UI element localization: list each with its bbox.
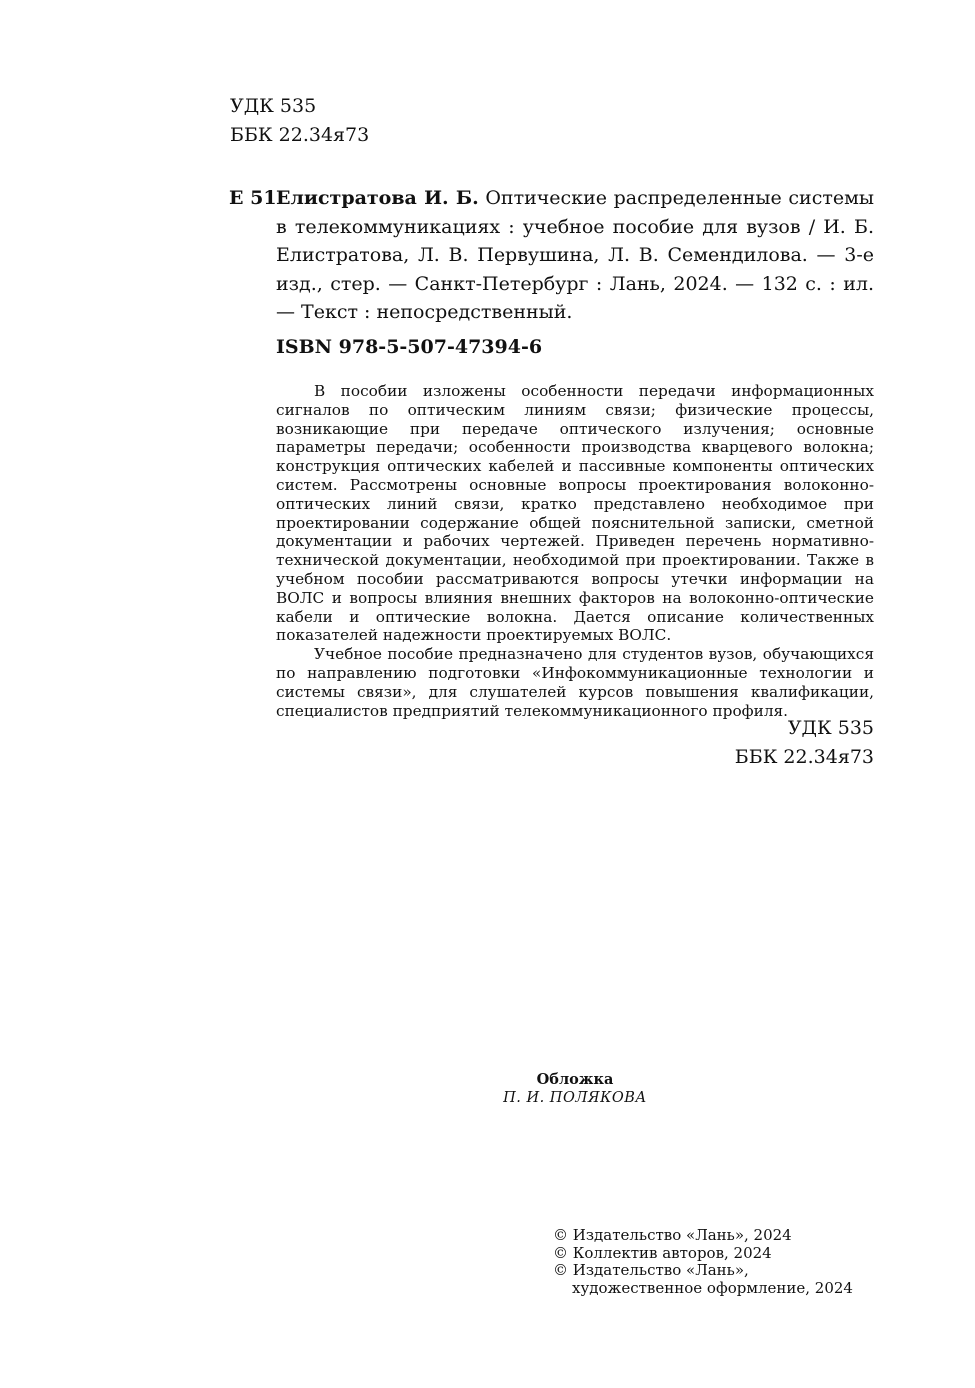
abstract-paragraph: В пособии изложены особенности передачи информационных сигналов по оптическим линиям связи; физические процессы, возникающие при передаче оптического излучения; основные параметры передачи; особенности производства кварцевого волокна; конструкция оптических кабелей и пассивные компоненты оптических систем. Рассмотрены основные вопросы проектирования волоконно-оптических линий связи, кратко представлено необходимое при проектировании содержание общей пояснительной записки, сметной документации и рабочих чертежей. Приведен перечень нормативно-технической документации, необходимой при проектировании. Также в учебном пособии рассматриваются вопросы утечки информации на ВОЛС и вопросы влияния внешних факторов на волоконно-оптические кабели и оптические волокна. Дается описание количественных показателей надежности проектируемых ВОЛС. [276,382,874,645]
udk-code: УДК 535 [787,717,874,739]
author-mark: Е 51 [229,187,277,209]
copyright-line: © Издательство «Лань», [553,1261,749,1279]
bibliographic-text: Оптические распределенные системы в телекоммуникациях : учебное пособие для вузов / И. Б. Елистратова, Л. В. Первушина, Л. В. Семендилова. — 3-е изд., стер. — Санкт-Петербург : Лань, 2024. — 132 с. : ил. — Текст : непосредственный. [276,187,874,323]
udk-block-bottom [600,714,874,771]
author-name: Елистратова И. Б. [276,187,479,209]
cover-credit-name: П. И. ПОЛЯКОВА [503,1090,647,1106]
bbk-code: ББК 22.34я73 [230,124,370,146]
udk-code: УДК 535 [230,95,317,117]
isbn: ISBN 978-5-507-47394-6 [276,336,543,358]
bbk-code: ББК 22.34я73 [734,745,874,768]
abstract [276,382,874,720]
cover-credit-title: Обложка [536,1071,614,1088]
cover-credit [470,1071,680,1107]
copyright-line: художественное оформление, 2024 [572,1278,853,1297]
copyright-line: © Издательство «Лань», 2024 [553,1226,792,1244]
copyright-line: © Коллектив авторов, 2024 [553,1243,772,1262]
bibliographic-description [276,184,874,327]
abstract-paragraph: Учебное пособие предназначено для студентов вузов, обучающихся по направлению подготовки «Инфокоммуникационные технологии и системы связи», для слушателей курсов повышения квалификации, специалистов предприятий телекоммуникационного профиля. [276,645,874,720]
udk-block-top [230,92,369,150]
copyright-block [553,1227,853,1297]
